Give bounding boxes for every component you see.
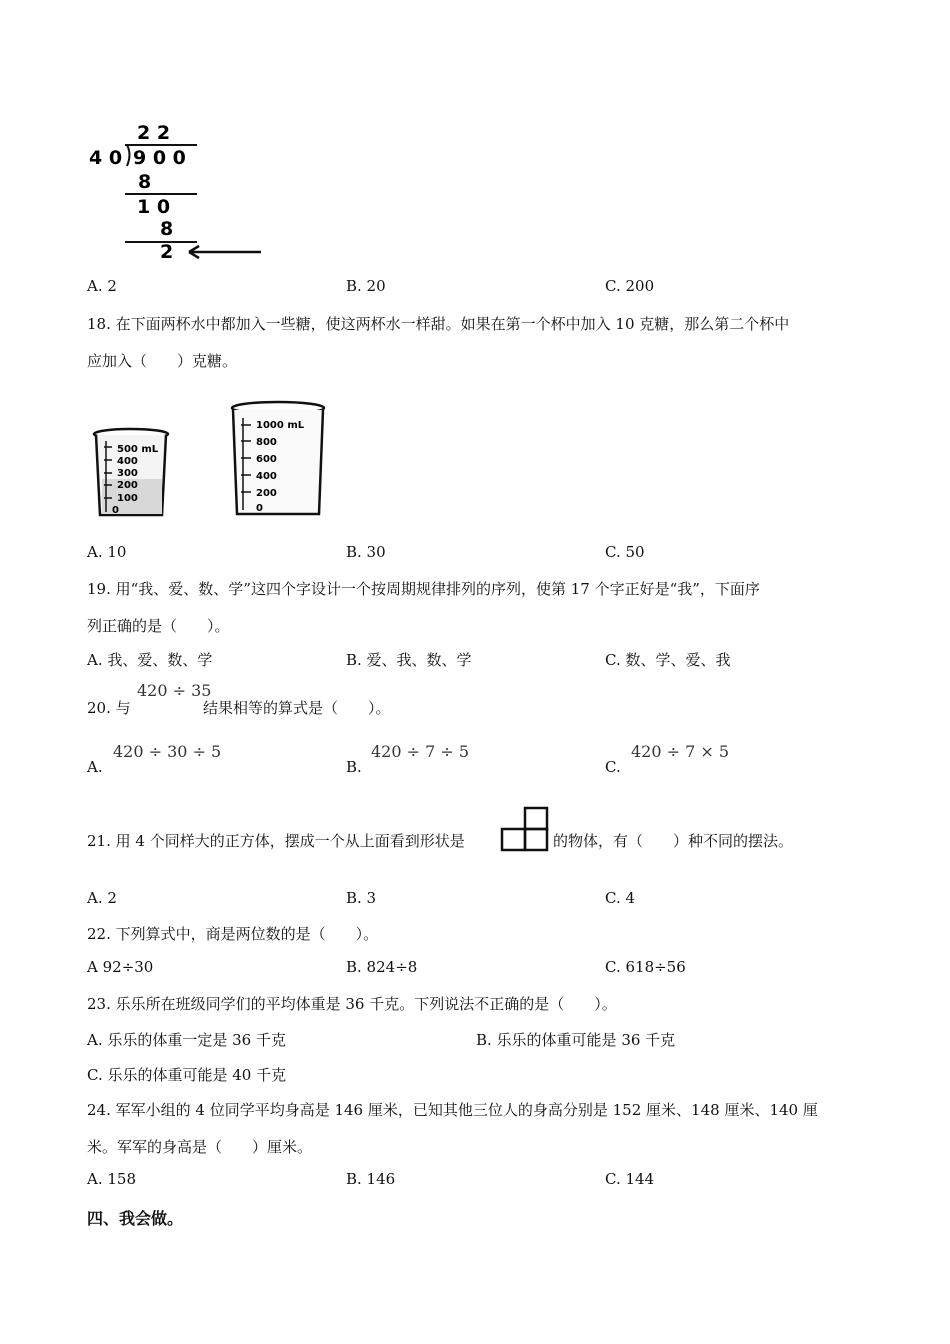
divisor: 4 0 [89, 147, 123, 169]
division-bracket [127, 145, 130, 166]
q18-stem-line2: 应加入（ ）克糖。 [87, 352, 238, 370]
q18-option-a[interactable]: A. 10 [87, 543, 127, 561]
beaker-large-label-4: 200 [256, 488, 277, 499]
q22-option-b[interactable]: B. 824÷8 [346, 958, 418, 976]
q20-stem-prefix: 20. 与 [87, 699, 131, 717]
q17-option-b[interactable]: B. 20 [346, 277, 386, 295]
q21-option-b[interactable]: B. 3 [346, 889, 377, 907]
q18-stem-line1: 18. 在下面两杯水中都加入一些糖，使这两杯水一样甜。如果在第一个杯中加入 10 克糖，那么第二个杯中 [87, 315, 790, 333]
q20-option-c-letter[interactable]: C. [605, 758, 621, 776]
step2-remainder: 1 0 [137, 196, 171, 218]
step1-product: 8 [138, 171, 152, 193]
q22-option-c[interactable]: C. 618÷56 [605, 958, 686, 976]
q23-stem: 23. 乐乐所在班级同学们的平均体重是 36 千克。下列说法不正确的是（ ）。 [87, 995, 617, 1013]
q23-option-b[interactable]: B. 乐乐的体重可能是 36 千克 [476, 1031, 676, 1049]
q20-option-a-letter[interactable]: A. [87, 758, 103, 776]
q24-stem-line1: 24. 军军小组的 4 位同学平均身高是 146 厘米，已知其他三位人的身高分别是 152 厘米、148 厘米、140 厘 [87, 1101, 818, 1119]
beaker-small-label-5: 0 [112, 505, 119, 516]
q24-stem-line2: 米。军军的身高是（ ）厘米。 [87, 1138, 313, 1156]
q17-option-a[interactable]: A. 2 [87, 277, 117, 295]
q24-option-b[interactable]: B. 146 [346, 1170, 396, 1188]
q23-option-a[interactable]: A. 乐乐的体重一定是 36 千克 [87, 1031, 286, 1049]
top-view-shape [499, 805, 551, 853]
q21-option-a[interactable]: A. 2 [87, 889, 117, 907]
q18-option-b[interactable]: B. 30 [346, 543, 386, 561]
q20-option-a-expression[interactable]: 420 ÷ 30 ÷ 5 [113, 742, 222, 761]
q18-option-c[interactable]: C. 50 [605, 543, 645, 561]
q22-stem: 22. 下列算式中，商是两位数的是（ ）。 [87, 925, 379, 943]
q21-stem-prefix: 21. 用 4 个同样大的正方体，摆成一个从上面看到形状是 [87, 832, 465, 850]
beaker-small-label-4: 100 [117, 493, 138, 504]
dividend: 9 0 0 [133, 147, 186, 169]
beaker-large-label-0: 1000 mL [256, 420, 305, 431]
q20-option-c-expression[interactable]: 420 ÷ 7 × 5 [631, 742, 730, 761]
beaker-large-label-5: 0 [256, 503, 263, 514]
q22-option-a[interactable]: A 92÷30 [87, 958, 154, 976]
beaker-large-label-3: 400 [256, 471, 277, 482]
q17-option-c[interactable]: C. 200 [605, 277, 655, 295]
final-remainder: 2 [160, 241, 174, 263]
q19-option-b[interactable]: B. 爱、我、数、学 [346, 651, 472, 669]
q20-stem-suffix: 结果相等的算式是（ ）。 [203, 699, 391, 717]
step3-product: 8 [160, 218, 174, 240]
q19-option-c[interactable]: C. 数、学、爱、我 [605, 651, 731, 669]
q24-option-a[interactable]: A. 158 [87, 1170, 136, 1188]
q19-stem-line1: 19. 用“我、爱、数、学”这四个字设计一个按周期规律排列的序列，使第 17 个字正好是“我”，下面序 [87, 580, 760, 598]
beaker-large-label-1: 800 [256, 437, 277, 448]
beaker-small [90, 425, 172, 520]
q20-stem-expression: 420 ÷ 35 [137, 681, 212, 700]
long-division-figure [85, 118, 270, 268]
q23-option-c[interactable]: C. 乐乐的体重可能是 40 千克 [87, 1066, 287, 1084]
beaker-large-label-2: 600 [256, 454, 277, 465]
section-4-heading: 四、我会做。 [87, 1209, 184, 1228]
q21-option-c[interactable]: C. 4 [605, 889, 636, 907]
q19-stem-line2: 列正确的是（ ）。 [87, 617, 230, 635]
beaker-large [226, 398, 330, 520]
quotient: 2 2 [137, 122, 171, 144]
beaker-small-label-0: 500 mL [117, 444, 159, 455]
q19-option-a[interactable]: A. 我、爱、数、学 [87, 651, 213, 669]
q24-option-c[interactable]: C. 144 [605, 1170, 655, 1188]
q20-option-b-expression[interactable]: 420 ÷ 7 ÷ 5 [371, 742, 470, 761]
beaker-small-label-3: 200 [117, 480, 138, 491]
q21-stem-suffix: 的物体，有（ ）种不同的摆法。 [553, 832, 794, 850]
beaker-small-label-2: 300 [117, 468, 138, 479]
beaker-small-label-1: 400 [117, 456, 138, 467]
q20-option-b-letter[interactable]: B. [346, 758, 362, 776]
